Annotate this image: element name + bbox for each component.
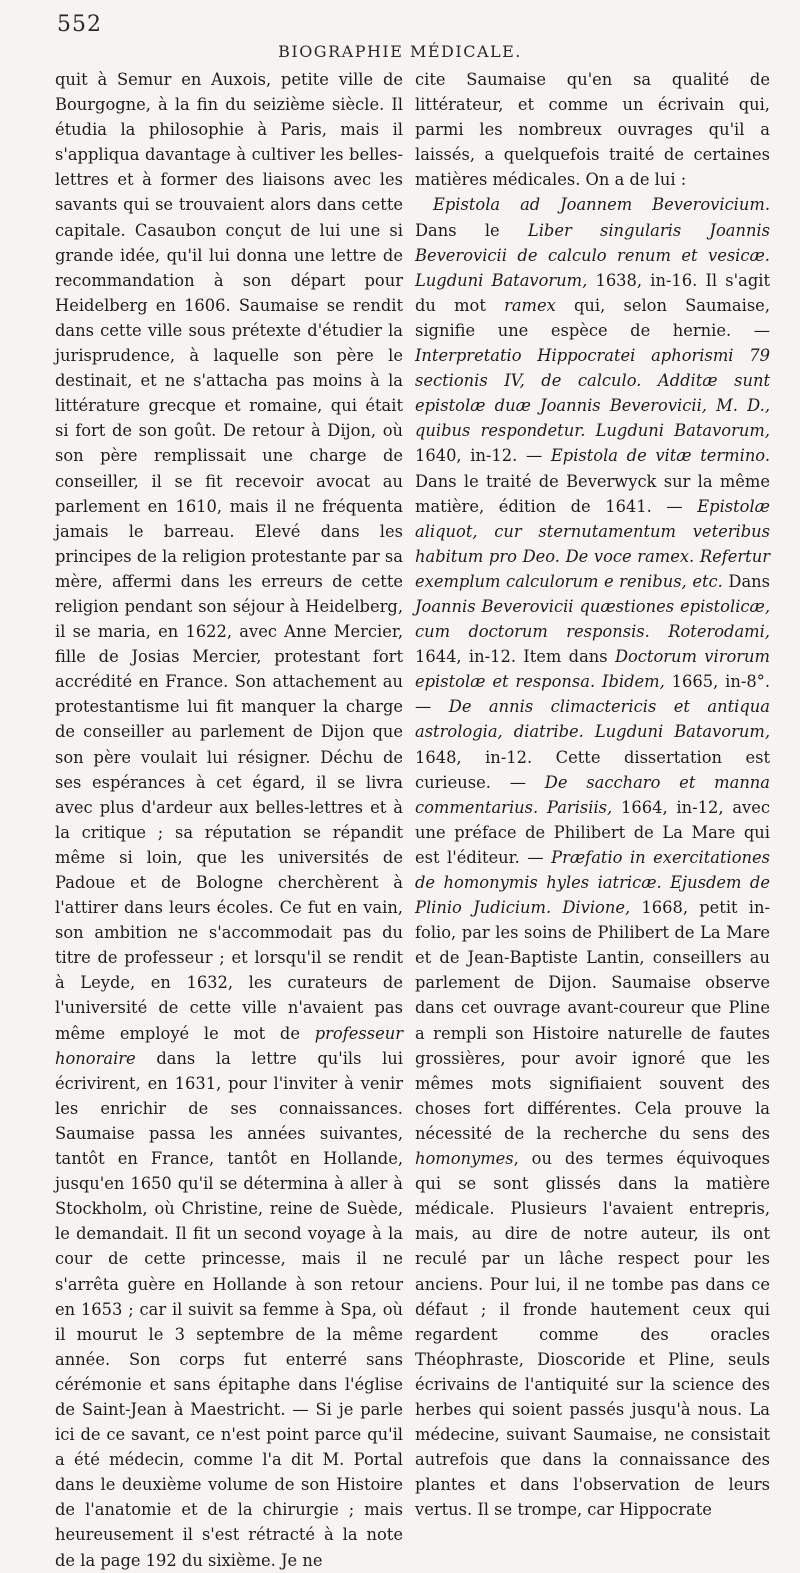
running-title: BIOGRAPHIE MÉDICALE. (278, 42, 522, 61)
homonymes-term: homonymes (415, 1149, 514, 1169)
work-title: De annis climactericis et antiqua astrologia, diatribe. Lugduni Batavorum, (415, 697, 770, 742)
work-note: Dans le (415, 220, 500, 240)
work-note: 1638, in-16. Il s'agit du mot (415, 270, 770, 315)
work-note: Dans le traité de Beverwyck sur la même matière, édition de 1641. — (415, 471, 770, 516)
work-note: 1668, petit in-folio, par les soins de Philibert de La Mare et de Jean-Baptiste Lantin, conseillers au parlement de Dijon. Saumaise observe dans cet ouvrage avant-coureur que Pline a rempli son Histoire naturelle de fautes grossières, pour avoir ignoré que les mêmes mots signifiaient souvent des choses fort différentes. Cela prouve la nécessité de la recherche du sens des (415, 898, 770, 1143)
left-paragraph-text: quit à Semur en Auxois, petite ville de Bourgogne, à la fin du seizième siècle. Il étudia la philosophie à Paris, mais il s'appliqua davantage à cultiver les belles-lettres et à former des liaisons avec les savants qui se trouvaient alors dans cette capitale. Casaubon conçut de lui une si grande idée, qu'il lui donna une lettre de recommandation à son départ pour Heidelberg en 1606. Saumaise se rendit dans cette ville sous prétexte d'étudier la jurisprudence, à laquelle son père le destinait, et ne s'attacha pas moins à la littérature grecque et romaine, qui était si fort de son goût. De retour à Dijon, où son père remplissait une charge de conseiller, il se fit recevoir avocat au parlement en 1610, mais il ne fréquenta jamais le barreau. Elevé dans les principes de la religion protestante par sa mère, affermi dans les erreurs de cette religion pendant son séjour à Heidelberg, il se maria, en 1622, avec Anne Mercier, fille de Josias Mercier, protestant fort accrédité en France. Son attachement au protestantisme lui fit manquer la charge de conseiller au parlement de Dijon que son père voulait lui résigner. Déchu de ses espérances à cet égard, il se livra avec plus d'ardeur aux belles-lettres et à la critique ; sa réputation se répandit même si loin, que les universités de Padoue et de Bologne cherchèrent à l'attirer dans leurs écoles. Ce fut en vain, son ambition ne s'accommodait pas du titre de professeur ; et lorsqu'il se rendit à Leyde, en 1632, les curateurs de l'université de cette ville n'avaient pas même employé le mot de (55, 70, 403, 1043)
work-title: Liber singularis Joannis Beverovicii de calculo renum et vesicæ. Lugduni Batavorum, (415, 220, 770, 290)
work-title: Interpretatio Hippocratei aphorismi 79 sectionis IV, de calculo. Additæ sunt epistolæ duæ Joannis Beverovicii, M. D., quibus respondetur. Lugduni Batavorum, (415, 346, 770, 441)
work-note: qui, selon Saumaise, signifie une espèce de hernie. — (415, 295, 770, 340)
work-title: Doctorum virorum epistolæ et responsa. Ibidem, (415, 647, 770, 692)
work-title: Epistola de vitæ termino. (550, 446, 770, 466)
work-note: 1665, in-8°. — (415, 672, 770, 717)
left-paragraph (55, 67, 403, 1573)
works-bibliography (415, 192, 770, 1522)
left-text-column (55, 67, 403, 1573)
closing-text: , ou des termes équivoques qui se sont glissés dans la matière médicale. Plusieurs l'avaient entrepris, mais, au dire de notre auteur, ils ont reculé par un lâche respect pour les anciens. Pour lui, il ne tombe pas dans ce défaut ; il fronde hautement ceux qui regardent comme des oracles Théophraste, Dioscoride et Pline, seuls écrivains de l'antiquité sur la science des herbes qui soient passés jusqu'à nous. La médecine, suivant Saumaise, ne consistait autrefois que dans la connaissance des plantes et dans l'observation de leurs vertus. Il se trompe, car Hippocrate (415, 1149, 770, 1520)
left-paragraph-continuation: dans la lettre qu'ils lui écrivirent, en 1631, pour l'inviter à venir les enrichir de ses connaissances. Saumaise passa les années suivantes, tantôt en France, tantôt en Hollande, jusqu'en 1650 qu'il se détermina à aller à Stockholm, où Christine, reine de Suède, le demandait. Il fit un second voyage à la cour de cette princesse, mais il ne s'arrêta guère en Hollande à son retour en 1653 ; car il suivit sa femme à Spa, où il mourut le 3 septembre de la même année. Son corps fut enterré sans cérémonie et sans épitaphe dans l'église de Saint-Jean à Maestricht. — Si je parle ici de ce savant, ce n'est point parce qu'il a été médecin, comme l'a dit M. Portal dans le deuxième volume de son Histoire de l'anatomie et de la chirurgie ; mais heureusement il s'est rétracté à la note de la page 192 du sixième. Je ne (55, 1048, 403, 1570)
honorary-term: professeur honoraire (55, 1023, 403, 1068)
work-title: Epistolæ aliquot, cur sternutamentum veteribus habitum pro Deo. De voce ramex. Refertur exemplum calculorum e renibus, etc. (415, 496, 770, 591)
latin-word: ramex (504, 295, 556, 315)
work-title: De saccharo et manna commentarius. Parisiis, (415, 772, 770, 817)
work-note: Dans (728, 571, 770, 591)
right-text-column (415, 67, 770, 1522)
page-number: 552 (57, 12, 102, 37)
work-title: Joannis Beverovicii quæstiones epistolicæ, cum doctorum responsis. Roterodami, (415, 596, 770, 642)
work-note: 1644, in-12. Item dans (415, 647, 608, 667)
work-note: 1664, in-12, avec une préface de Philibert de La Mare qui est l'éditeur. — (415, 797, 770, 867)
work-note: 1640, in-12. — (415, 446, 543, 466)
right-intro-paragraph: cite Saumaise qu'en sa qualité de littérateur, et comme un écrivain qui, parmi les nombreux ouvrages qu'il a laissés, a quelquefois traité de certaines matières médicales. On a de lui : (415, 70, 770, 190)
work-note: 1648, in-12. Cette dissertation est curieuse. — (415, 747, 770, 792)
work-title: Præfatio in exercitationes de homonymis hyles iatricæ. Ejusdem de Plinio Judicium. Divione, (415, 847, 770, 918)
work-title: Epistola ad Joannem Beverovicium. (433, 195, 770, 215)
